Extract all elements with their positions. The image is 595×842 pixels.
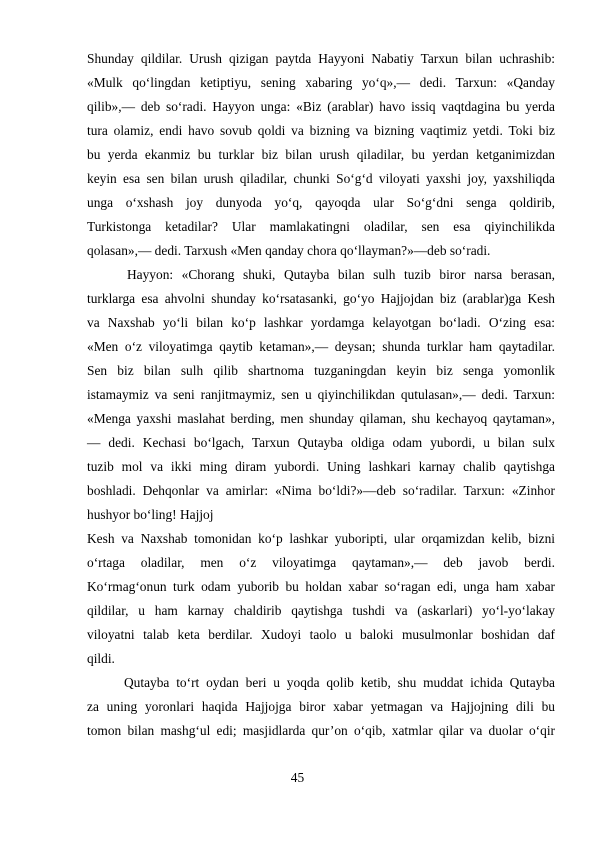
text-line: tura olamiz, endi havo sovub qoldi va bizning va bizning vaqtimiz yetdi. Toki biz	[87, 123, 555, 138]
text-line: istamaymiz va seni ranjitmaymiz, sen u qiyinchilikdan qutulasan»,— dedi. Tarxun:	[87, 387, 555, 402]
paragraph-first-line: Qutayba to‘rt oydan beri u yoqda qolib ketib, shu muddat ichida Qutayba	[124, 675, 555, 690]
text-line: viloyatni talab keta berdilar. Xudoyi taolo u baloki musulmonlar boshidan daf	[87, 627, 555, 642]
text-line: tomon bilan mashg‘ul edi; masjidlarda qur’on o‘qib, xatmlar qilar va duolar o‘qir	[87, 723, 555, 738]
text-line: tuzib mol va ikki ming diram yubordi. Uning lashkari karnay chalib qaytishga	[87, 459, 555, 474]
text-line: Kesh va Naxshab tomonidan ko‘p lashkar yuboripti, ular orqamizdan kelib, bizni	[87, 531, 555, 546]
text-line: Turkistonga ketadilar? Ular mamlakatingni oladilar, sen esa qiyinchilikda	[87, 219, 555, 234]
text-line: Shunday qildilar. Urush qizigan paytda Hayyoni Nabatiy Tarxun bilan uchrashib:	[87, 51, 555, 66]
text-line: «Menga yaxshi maslahat berding, men shunday qilaman, shu kechayoq qaytaman»,	[87, 411, 555, 426]
text-line: qildi.	[87, 651, 115, 666]
paragraph-first-line: Hayyon: «Chorang shuki, Qutayba bilan sulh tuzib biror narsa berasan,	[127, 267, 555, 282]
text-line: unga o‘xshash joy dunyoda yo‘q, qayoqda ular So‘g‘dni senga qoldirib,	[87, 195, 555, 210]
text-line: va Naxshab yo‘li bilan ko‘p lashkar yordamga kelayotgan bo‘ladi. O‘zing esa:	[87, 315, 555, 330]
text-line: Sen biz bilan sulh qilib shartnoma tuzganingdan keyin biz senga yomonlik	[87, 363, 555, 378]
text-line: bu yerda ekanmiz bu turklar biz bilan urush qiladilar, bu yerdan ketganimizdan	[87, 147, 555, 162]
text-line: qilib»,— deb so‘radi. Hayyon unga: «Biz (arablar) havo issiq vaqtdagina bu yerda	[87, 99, 555, 114]
text-line: keyin esa sen bilan urush qiladilar, chunki So‘g‘d viloyati yaxshi joy, yaxshiliqda	[87, 171, 555, 186]
text-line: za uning yoronlari haqida Hajjojga biror xabar yetmagan va Hajjojning dili bu	[87, 699, 555, 714]
text-line: «Men o‘z viloyatimga qaytib ketaman»,— deysan; shunda turklar ham qaytadilar.	[87, 339, 555, 354]
text-line: boshladi. Dehqonlar va amirlar: «Nima bo‘ldi?»—deb so‘radilar. Tarxun: «Zinhor	[87, 483, 555, 498]
text-line: o‘rtaga oladilar, men o‘z viloyatimga qaytaman»,— deb javob berdi.	[87, 555, 555, 570]
body-text	[87, 47, 555, 743]
text-line: qolasan»,— dedi. Tarxush «Men qanday chora qo‘llayman?»—deb so‘radi.	[87, 243, 491, 258]
text-line: qildilar, u ham karnay chaldirib qaytishga tushdi va (askarlari) yo‘l-yo‘lakay	[87, 603, 555, 618]
text-line: turklarga esa ahvolni shunday ko‘rsatasanki, go‘yo Hajjojdan biz (arablar)ga Kesh	[87, 291, 555, 306]
text-line: Ko‘rmag‘onun turk odam yuborib bu holdan xabar so‘ragan edi, unga ham xabar	[87, 579, 555, 594]
text-line: hushyor bo‘ling! Hajjoj	[87, 507, 214, 522]
page-number: 45	[290, 770, 305, 785]
text-line: — dedi. Kechasi bo‘lgach, Tarxun Qutayba oldiga odam yubordi, u bilan sulx	[87, 435, 555, 450]
text-line: «Mulk qo‘lingdan ketiptiyu, sening xabaring yo‘q»,— dedi. Tarxun: «Qanday	[87, 75, 555, 90]
